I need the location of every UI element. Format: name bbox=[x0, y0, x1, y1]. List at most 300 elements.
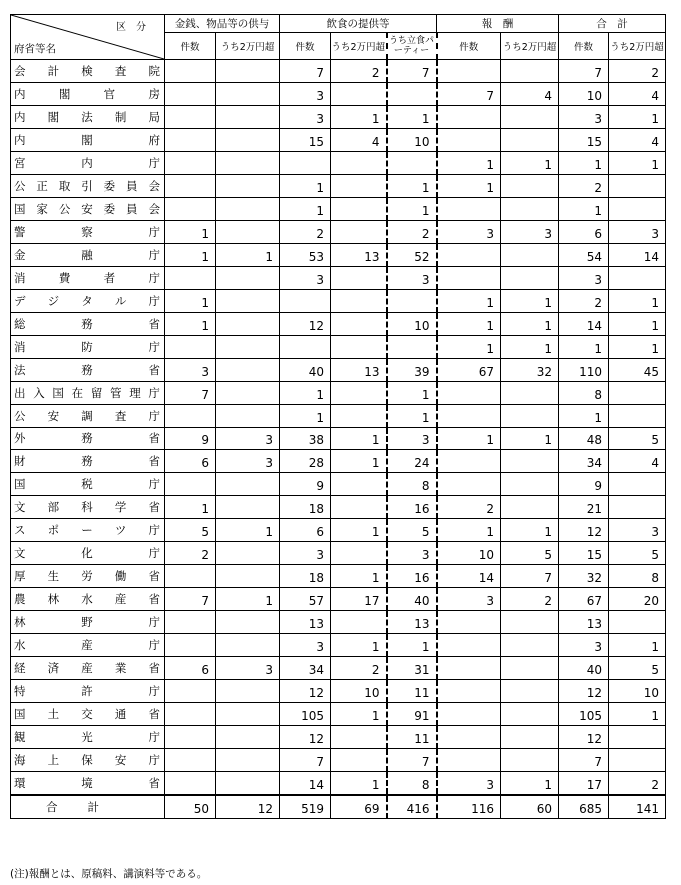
table-cell: 17 bbox=[559, 772, 609, 795]
header-group-row bbox=[11, 15, 666, 33]
table-cell: 10 bbox=[437, 542, 501, 565]
table-cell: 1 bbox=[331, 427, 387, 450]
table-cell bbox=[331, 611, 387, 634]
table-cell: 3 bbox=[437, 220, 501, 243]
table-cell bbox=[437, 60, 501, 83]
table-cell bbox=[165, 60, 216, 83]
ministry-label: 財 務 省 bbox=[14, 454, 160, 469]
table-row bbox=[11, 174, 666, 197]
table-cell: 1 bbox=[387, 174, 437, 197]
table-cell: 2 bbox=[387, 220, 437, 243]
corner-top-label: 区分 bbox=[116, 22, 156, 33]
ministry-name bbox=[11, 703, 165, 726]
table-cell bbox=[165, 105, 216, 128]
table-cell: 1 bbox=[331, 703, 387, 726]
table-cell bbox=[437, 381, 501, 404]
table-cell: 12 bbox=[559, 519, 609, 542]
total-cell: 519 bbox=[280, 795, 331, 819]
table-cell: 2 bbox=[280, 220, 331, 243]
table-row bbox=[11, 312, 666, 335]
table-cell bbox=[609, 726, 666, 749]
table-cell: 17 bbox=[331, 588, 387, 611]
table-cell bbox=[165, 174, 216, 197]
table-cell: 14 bbox=[609, 243, 666, 266]
table-cell bbox=[165, 772, 216, 795]
table-cell: 14 bbox=[437, 565, 501, 588]
ministry-name bbox=[11, 128, 165, 151]
ministry-label: 金 融 庁 bbox=[14, 247, 160, 262]
table-cell: 1 bbox=[437, 289, 501, 312]
table-cell bbox=[387, 289, 437, 312]
corner-bottom-label: 府省等名 bbox=[14, 43, 56, 55]
table-row bbox=[11, 611, 666, 634]
table-cell bbox=[501, 404, 559, 427]
ministry-name bbox=[11, 335, 165, 358]
ministry-name bbox=[11, 197, 165, 220]
table-cell bbox=[437, 726, 501, 749]
table-cell bbox=[501, 266, 559, 289]
table-cell bbox=[501, 197, 559, 220]
table-cell bbox=[280, 151, 331, 174]
table-cell: 1 bbox=[437, 335, 501, 358]
table-cell bbox=[501, 703, 559, 726]
table-cell bbox=[331, 542, 387, 565]
table-cell: 52 bbox=[387, 243, 437, 266]
table-cell bbox=[437, 266, 501, 289]
ministry-name bbox=[11, 565, 165, 588]
table-cell: 1 bbox=[609, 312, 666, 335]
table-cell bbox=[501, 381, 559, 404]
table-cell: 6 bbox=[165, 657, 216, 680]
table-cell: 6 bbox=[280, 519, 331, 542]
table-cell: 4 bbox=[331, 128, 387, 151]
table-cell: 12 bbox=[559, 726, 609, 749]
table-cell: 12 bbox=[280, 312, 331, 335]
table-cell: 3 bbox=[387, 542, 437, 565]
table-cell: 1 bbox=[165, 496, 216, 519]
table-cell: 38 bbox=[280, 427, 331, 450]
table-cell: 13 bbox=[331, 243, 387, 266]
table-cell: 110 bbox=[559, 358, 609, 381]
table-cell bbox=[216, 749, 280, 772]
table-cell bbox=[501, 680, 559, 703]
table-cell: 2 bbox=[559, 174, 609, 197]
table-cell bbox=[331, 404, 387, 427]
table-row bbox=[11, 220, 666, 243]
table-cell bbox=[437, 197, 501, 220]
table-cell: 1 bbox=[280, 174, 331, 197]
table-cell bbox=[331, 174, 387, 197]
table-cell bbox=[216, 726, 280, 749]
table-row bbox=[11, 243, 666, 266]
table-cell: 15 bbox=[280, 128, 331, 151]
total-cell: 50 bbox=[165, 795, 216, 819]
table-cell: 13 bbox=[559, 611, 609, 634]
table-cell: 1 bbox=[501, 151, 559, 174]
table-row bbox=[11, 381, 666, 404]
ministry-name bbox=[11, 174, 165, 197]
ministry-label: 文 化 庁 bbox=[14, 546, 160, 561]
ministry-name bbox=[11, 105, 165, 128]
table-cell bbox=[331, 266, 387, 289]
table-cell: 7 bbox=[165, 381, 216, 404]
total-label: 合計 bbox=[11, 795, 165, 819]
table-cell: 5 bbox=[609, 542, 666, 565]
table-cell: 1 bbox=[609, 703, 666, 726]
table-cell: 7 bbox=[387, 60, 437, 83]
table-cell bbox=[280, 289, 331, 312]
table-row bbox=[11, 266, 666, 289]
table-row bbox=[11, 151, 666, 174]
table-cell: 1 bbox=[501, 289, 559, 312]
table-cell: 1 bbox=[437, 427, 501, 450]
table-cell bbox=[165, 82, 216, 105]
table-cell: 10 bbox=[559, 82, 609, 105]
table-cell bbox=[609, 473, 666, 496]
table-cell: 1 bbox=[280, 404, 331, 427]
table-cell: 1 bbox=[559, 151, 609, 174]
table-cell bbox=[331, 473, 387, 496]
table-cell: 1 bbox=[280, 197, 331, 220]
table-cell bbox=[501, 243, 559, 266]
sub-header: 件数 bbox=[165, 33, 216, 60]
ministry-label: 水 産 庁 bbox=[14, 638, 160, 653]
table-cell bbox=[387, 335, 437, 358]
table-cell: 7 bbox=[559, 60, 609, 83]
ministry-label: 会 計 検 査 院 bbox=[14, 63, 160, 78]
table-cell: 7 bbox=[280, 749, 331, 772]
table-cell bbox=[437, 611, 501, 634]
table-cell bbox=[437, 749, 501, 772]
table-cell: 40 bbox=[387, 588, 437, 611]
table-row bbox=[11, 105, 666, 128]
table-cell: 1 bbox=[609, 289, 666, 312]
table-cell: 3 bbox=[387, 427, 437, 450]
table-cell: 7 bbox=[387, 749, 437, 772]
table-cell bbox=[501, 496, 559, 519]
table-cell: 3 bbox=[387, 266, 437, 289]
ministry-name bbox=[11, 542, 165, 565]
ministry-name bbox=[11, 611, 165, 634]
table-cell: 6 bbox=[165, 450, 216, 473]
table-cell: 1 bbox=[437, 174, 501, 197]
table-cell: 1 bbox=[559, 197, 609, 220]
table-cell bbox=[437, 680, 501, 703]
table-cell: 13 bbox=[331, 358, 387, 381]
table-cell bbox=[331, 726, 387, 749]
table-cell bbox=[216, 680, 280, 703]
table-row bbox=[11, 565, 666, 588]
total-cell: 685 bbox=[559, 795, 609, 819]
ministry-name bbox=[11, 749, 165, 772]
table-cell: 3 bbox=[437, 588, 501, 611]
ministry-name bbox=[11, 427, 165, 450]
ministry-label: 総 務 省 bbox=[14, 316, 160, 331]
table-cell: 3 bbox=[609, 519, 666, 542]
table-cell: 1 bbox=[387, 634, 437, 657]
sub-header: うち2万円超 bbox=[501, 33, 559, 60]
table-cell bbox=[216, 496, 280, 519]
table-cell: 1 bbox=[437, 151, 501, 174]
table-row bbox=[11, 82, 666, 105]
ministry-label: 林 野 庁 bbox=[14, 615, 160, 630]
ministry-name bbox=[11, 381, 165, 404]
table-cell bbox=[216, 60, 280, 83]
table-row bbox=[11, 496, 666, 519]
table-cell bbox=[216, 381, 280, 404]
table-cell: 53 bbox=[280, 243, 331, 266]
gift-report-table bbox=[10, 14, 666, 819]
table-cell: 4 bbox=[609, 82, 666, 105]
table-cell bbox=[501, 634, 559, 657]
ministry-label: 内 閣 府 bbox=[14, 132, 160, 147]
table-cell: 2 bbox=[559, 289, 609, 312]
table-cell bbox=[609, 496, 666, 519]
table-cell bbox=[216, 174, 280, 197]
table-cell: 4 bbox=[501, 82, 559, 105]
table-cell: 10 bbox=[387, 312, 437, 335]
table-cell bbox=[165, 197, 216, 220]
ministry-label: 特 許 庁 bbox=[14, 684, 160, 699]
ministry-label: 公 正 取 引 委 員 会 bbox=[14, 178, 160, 193]
ministry-label: 観 光 庁 bbox=[14, 730, 160, 745]
ministry-name bbox=[11, 772, 165, 795]
table-cell: 105 bbox=[280, 703, 331, 726]
table-cell: 91 bbox=[387, 703, 437, 726]
ministry-name bbox=[11, 82, 165, 105]
table-cell: 1 bbox=[437, 312, 501, 335]
corner-header bbox=[11, 15, 165, 60]
ministry-label: 内 閣 官 房 bbox=[14, 86, 160, 101]
table-cell: 3 bbox=[216, 657, 280, 680]
table-cell: 14 bbox=[559, 312, 609, 335]
table-cell bbox=[165, 335, 216, 358]
table-cell: 34 bbox=[280, 657, 331, 680]
table-cell bbox=[165, 266, 216, 289]
table-cell: 5 bbox=[609, 427, 666, 450]
table-cell: 3 bbox=[559, 105, 609, 128]
table-cell bbox=[165, 611, 216, 634]
table-cell: 14 bbox=[280, 772, 331, 795]
table-cell bbox=[280, 335, 331, 358]
table-cell: 1 bbox=[216, 588, 280, 611]
table-cell bbox=[165, 473, 216, 496]
table-cell bbox=[331, 197, 387, 220]
total-cell: 69 bbox=[331, 795, 387, 819]
table-cell: 67 bbox=[437, 358, 501, 381]
table-cell: 15 bbox=[559, 128, 609, 151]
table-row bbox=[11, 335, 666, 358]
total-cell: 12 bbox=[216, 795, 280, 819]
table-cell: 3 bbox=[280, 542, 331, 565]
ministry-name bbox=[11, 358, 165, 381]
ministry-label: 内 閣 法 制 局 bbox=[14, 109, 160, 124]
table-cell: 2 bbox=[331, 60, 387, 83]
table-cell bbox=[437, 703, 501, 726]
table-cell: 2 bbox=[609, 60, 666, 83]
ministry-label: 国 家 公 安 委 員 会 bbox=[14, 201, 160, 216]
table-cell: 8 bbox=[609, 565, 666, 588]
table-row bbox=[11, 197, 666, 220]
table-cell bbox=[165, 749, 216, 772]
ministry-label: 厚 生 労 働 省 bbox=[14, 569, 160, 584]
table-cell bbox=[609, 381, 666, 404]
table-cell bbox=[216, 634, 280, 657]
table-row bbox=[11, 427, 666, 450]
ministry-label: 警 察 庁 bbox=[14, 224, 160, 239]
ministry-label: 文 部 科 学 省 bbox=[14, 500, 160, 515]
table-cell: 39 bbox=[387, 358, 437, 381]
table-cell: 40 bbox=[280, 358, 331, 381]
table-cell: 18 bbox=[280, 496, 331, 519]
table-cell: 105 bbox=[559, 703, 609, 726]
table-cell: 1 bbox=[331, 634, 387, 657]
table-cell: 3 bbox=[559, 266, 609, 289]
table-cell: 1 bbox=[437, 519, 501, 542]
table-cell: 18 bbox=[280, 565, 331, 588]
table-cell: 3 bbox=[280, 105, 331, 128]
table-cell bbox=[216, 358, 280, 381]
table-cell: 7 bbox=[501, 565, 559, 588]
table-cell: 7 bbox=[165, 588, 216, 611]
table-cell: 8 bbox=[559, 381, 609, 404]
table-cell bbox=[331, 82, 387, 105]
table-cell: 15 bbox=[559, 542, 609, 565]
table-cell bbox=[501, 749, 559, 772]
ministry-label: 法 務 省 bbox=[14, 362, 160, 377]
table-cell: 2 bbox=[437, 496, 501, 519]
table-cell: 2 bbox=[501, 588, 559, 611]
table-cell: 3 bbox=[280, 82, 331, 105]
table-cell: 1 bbox=[501, 427, 559, 450]
table-cell bbox=[165, 703, 216, 726]
ministry-name bbox=[11, 726, 165, 749]
table-cell bbox=[331, 335, 387, 358]
table-cell: 1 bbox=[216, 243, 280, 266]
ministry-label: 公 安 調 査 庁 bbox=[14, 408, 160, 423]
table-cell: 13 bbox=[387, 611, 437, 634]
table-cell bbox=[501, 657, 559, 680]
table-cell: 16 bbox=[387, 565, 437, 588]
ministry-name bbox=[11, 404, 165, 427]
group-header: 報 酬 bbox=[437, 15, 559, 33]
table-cell bbox=[437, 105, 501, 128]
table-cell: 5 bbox=[609, 657, 666, 680]
table-cell: 3 bbox=[165, 358, 216, 381]
table-cell: 3 bbox=[280, 634, 331, 657]
ministry-label: 消 費 者 庁 bbox=[14, 270, 160, 285]
table-cell: 24 bbox=[387, 450, 437, 473]
table-row bbox=[11, 404, 666, 427]
table-cell bbox=[216, 404, 280, 427]
sub-header: 件数 bbox=[559, 33, 609, 60]
table-cell bbox=[437, 450, 501, 473]
table-cell bbox=[387, 151, 437, 174]
table-cell: 1 bbox=[387, 105, 437, 128]
table-cell bbox=[331, 312, 387, 335]
table-cell bbox=[216, 220, 280, 243]
table-cell: 48 bbox=[559, 427, 609, 450]
table-row bbox=[11, 542, 666, 565]
table-cell bbox=[216, 197, 280, 220]
table-cell: 1 bbox=[559, 404, 609, 427]
table-cell bbox=[165, 128, 216, 151]
table-cell: 10 bbox=[609, 680, 666, 703]
table-cell bbox=[609, 197, 666, 220]
table-cell: 3 bbox=[280, 266, 331, 289]
table-cell: 54 bbox=[559, 243, 609, 266]
table-cell: 10 bbox=[387, 128, 437, 151]
ministry-label: 環 境 省 bbox=[14, 775, 160, 790]
table-cell: 1 bbox=[280, 381, 331, 404]
sub-header: うち立食パーティー bbox=[387, 33, 437, 60]
table-cell: 28 bbox=[280, 450, 331, 473]
table-cell bbox=[216, 105, 280, 128]
ministry-name bbox=[11, 496, 165, 519]
ministry-name bbox=[11, 60, 165, 83]
table-row bbox=[11, 657, 666, 680]
table-row bbox=[11, 634, 666, 657]
table-cell: 5 bbox=[501, 542, 559, 565]
sub-header: 件数 bbox=[437, 33, 501, 60]
table-row bbox=[11, 289, 666, 312]
table-cell bbox=[331, 749, 387, 772]
table-cell: 2 bbox=[609, 772, 666, 795]
ministry-name bbox=[11, 473, 165, 496]
ministry-name bbox=[11, 634, 165, 657]
table-cell: 9 bbox=[559, 473, 609, 496]
table-cell: 2 bbox=[331, 657, 387, 680]
total-row bbox=[11, 795, 666, 819]
table-cell bbox=[216, 266, 280, 289]
table-row bbox=[11, 450, 666, 473]
table-row bbox=[11, 772, 666, 795]
ministry-label: 海 上 保 安 庁 bbox=[14, 753, 160, 768]
table-cell bbox=[437, 128, 501, 151]
total-cell: 416 bbox=[387, 795, 437, 819]
ministry-label: 経 済 産 業 省 bbox=[14, 661, 160, 676]
total-cell: 60 bbox=[501, 795, 559, 819]
table-cell: 10 bbox=[331, 680, 387, 703]
table-cell: 1 bbox=[609, 335, 666, 358]
table-cell: 4 bbox=[609, 450, 666, 473]
table-cell: 2 bbox=[165, 542, 216, 565]
ministry-name bbox=[11, 243, 165, 266]
group-header: 金銭、物品等の供与 bbox=[165, 15, 280, 33]
table-cell bbox=[331, 220, 387, 243]
table-cell: 1 bbox=[501, 335, 559, 358]
table-cell bbox=[216, 82, 280, 105]
table-cell bbox=[609, 611, 666, 634]
ministry-label: 国 税 庁 bbox=[14, 477, 160, 492]
table-row bbox=[11, 703, 666, 726]
ministry-name bbox=[11, 151, 165, 174]
table-cell bbox=[501, 174, 559, 197]
table-row bbox=[11, 588, 666, 611]
ministry-name bbox=[11, 588, 165, 611]
table-cell bbox=[216, 289, 280, 312]
table-cell: 1 bbox=[331, 450, 387, 473]
group-header: 合 計 bbox=[559, 15, 666, 33]
table-cell bbox=[437, 657, 501, 680]
group-header: 飲食の提供等 bbox=[280, 15, 437, 33]
table-cell bbox=[387, 82, 437, 105]
table-cell bbox=[165, 565, 216, 588]
table-cell bbox=[437, 243, 501, 266]
table-cell bbox=[165, 726, 216, 749]
sub-header: うち2万円超 bbox=[609, 33, 666, 60]
table-cell: 1 bbox=[501, 772, 559, 795]
